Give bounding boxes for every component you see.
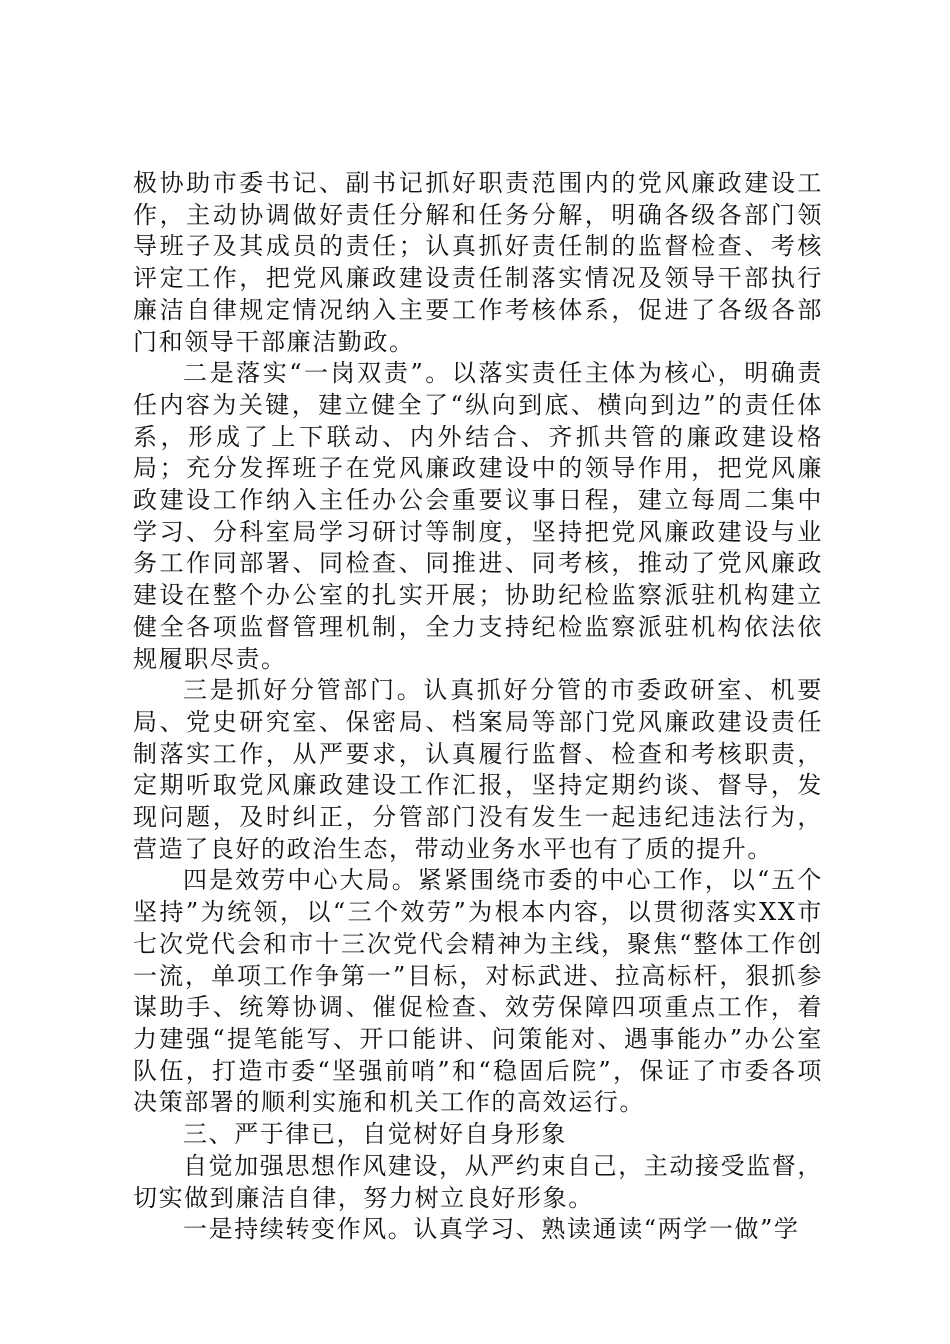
paragraph-3: 三是抓好分管部门。认真抓好分管的市委政研室、机要局、党史研究室、保密局、档案局等部门党风廉政建设责任制落实工作，从严要求，认真履行监督、检查和考核职责，定期听取党风廉政建设工作汇报，坚持定期约谈、督导，发现问题，及时纠正，分管部门没有发生一起违纪违法行为，营造了良好的政治生态，带动业务水平也有了质的提升。: [133, 676, 823, 863]
paragraph-2: 二是落实“一岗双责”。以落实责任主体为核心，明确责任内容为关键，建立健全了“纵向到底、横向到边”的责任体系，形成了上下联动、内外结合、齐抓共管的廉政建设格局；充分发挥班子在党风廉政建设中的领导作用，把党风廉政建设工作纳入主任办公会重要议事日程，建立每周二集中学习、分科室局学习研讨等制度，坚持把党风廉政建设与业务工作同部署、同检查、同推进、同考核，推动了党风廉政建设在整个办公室的扎实开展；协助纪检监察派驻机构建立健全各项监督管理机制，全力支持纪检监察派驻机构依法依规履职尽责。: [133, 359, 823, 673]
section-heading-3: 三、严于律已，自觉树好自身形象: [183, 1120, 567, 1149]
paragraph-4: 四是效劳中心大局。紧紧围绕市委的中心工作，以“五个坚持”为统领，以“三个效劳”为根本内容，以贯彻落实XX市七次党代会和市十三次党代会精神为主线，聚焦“整体工作创一流，单项工作争第一”目标，对标武进、拉高标杆，狠抓参谋助手、统筹协调、催促检查、效劳保障四项重点工作，着力建强“提笔能写、开口能讲、问策能对、遇事能办”办公室队伍，打造市委“坚强前哨”和“稳固后院”，保证了市委各项决策部署的顺利实施和机关工作的高效运行。: [133, 866, 823, 1117]
paragraph-6: 自觉加强思想作风建设，从严约束自己，主动接受监督，切实做到廉洁自律，努力树立良好形象。: [133, 1151, 823, 1212]
paragraph-1: 极协助市委书记、副书记抓好职责范围内的党风廉政建设工作，主动协调做好责任分解和任务分解，明确各级各部门领导班子及其成员的责任；认真抓好责任制的监督检查、考核评定工作，把党风廉政建设责任制落实情况及领导干部执行廉洁自律规定情况纳入主要工作考核体系，促进了各级各部门和领导干部廉洁勤政。: [133, 169, 823, 356]
document-body: [133, 168, 823, 1246]
paragraph-7: 一是持续转变作风。认真学习、熟读通读“两学一做”学: [183, 1215, 800, 1244]
